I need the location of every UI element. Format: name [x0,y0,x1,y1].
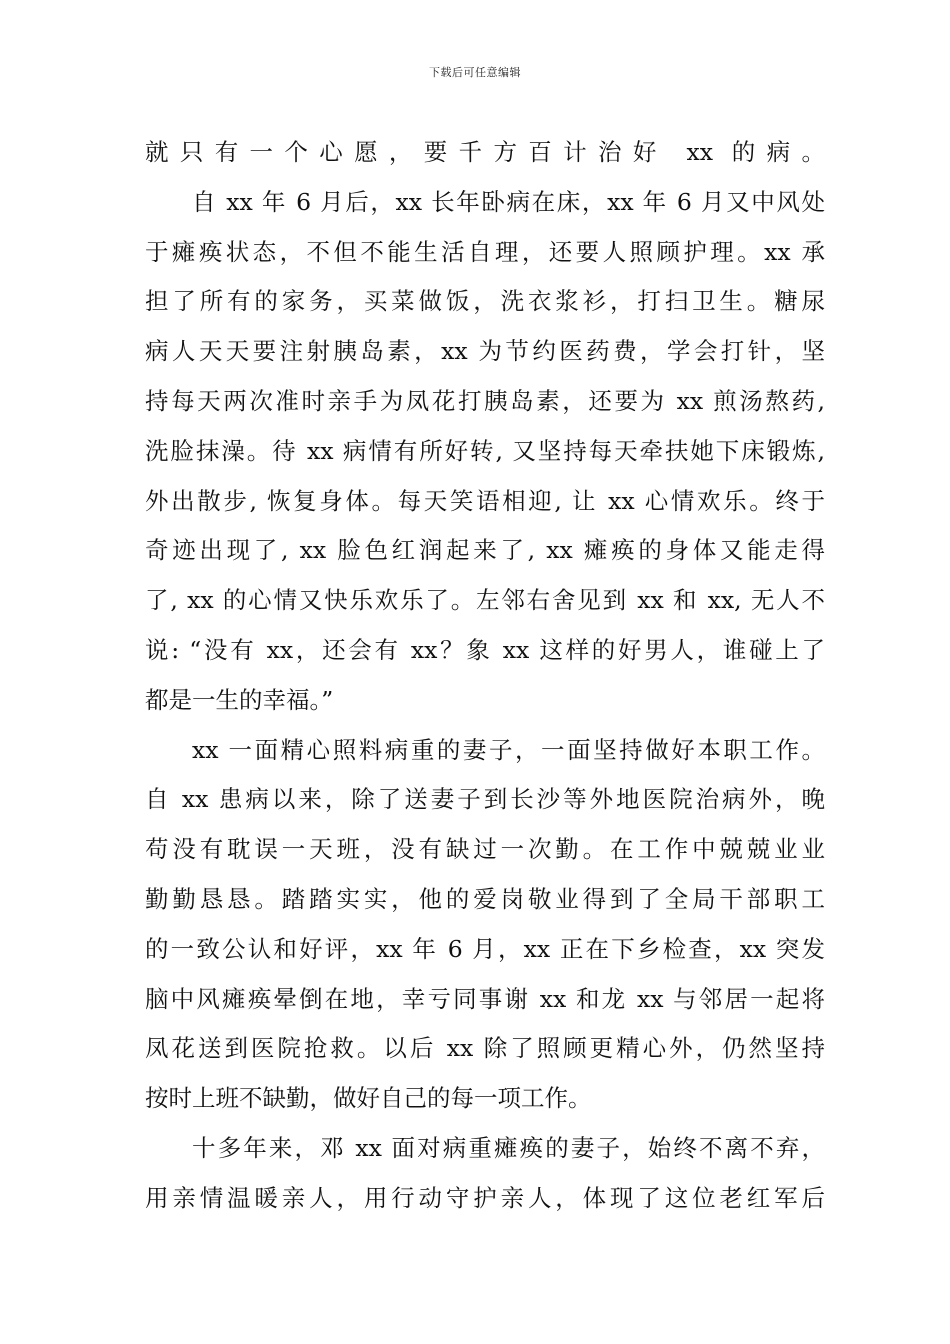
text-line: 洗脸抹澡。待 xx 病情有所好转, 又坚持每天牵扶她下床锻炼, [145,436,825,465]
text-line: 十多年来，邓 xx 面对病重瘫痪的妻子，始终不离不弃， [192,1133,825,1162]
text-line: 苟没有耽误一天班，没有缺过一次勤。在工作中兢兢业业 [145,835,825,864]
text-line: 持每天两次准时亲手为凤花打胰岛素，还要为 xx 煎汤熬药, [145,386,825,415]
text-line: 于瘫痪状态，不但不能生活自理，还要人照顾护理。xx 承 [145,237,825,266]
text-line: 病人天天要注射胰岛素，xx 为节约医药费，学会打针，坚 [145,337,825,366]
text-line: 自 xx 患病以来，除了送妻子到长沙等外地医院治病外，晚 [145,785,825,814]
text-line: 自 xx 年 6 月后，xx 长年卧病在床，xx 年 6 月又中风处 [192,187,825,216]
text-line: 说: “没有 xx，还会有 xx？象 xx 这样的好男人，谁碰上了 [145,635,825,664]
text-line: 担了所有的家务，买菜做饭，洗衣浆衫，打扫卫生。糖尿 [145,287,825,316]
text-line: 就只有一个心愿，要千方百计治好 xx 的病。 [145,138,825,166]
text-line: 按时上班不缺勤，做好自己的每一项工作。 [145,1084,592,1113]
text-line: 用亲情温暖亲人，用行动守护亲人，体现了这位老红军后 [145,1183,825,1212]
document-body [145,128,825,1224]
text-line: xx 一面精心照料病重的妻子，一面坚持做好本职工作。 [192,735,825,764]
text-line: 的一致公认和好评，xx 年 6 月，xx 正在下乡检查，xx 突发 [145,934,825,963]
text-line: 奇迹出现了, xx 脸色红润起来了, xx 瘫痪的身体又能走得 [145,536,825,565]
text-line: 了, xx 的心情又快乐欢乐了。左邻右舍见到 xx 和 xx, 无人不 [145,586,825,615]
text-line: 凤花送到医院抢救。以后 xx 除了照顾更精心外，仍然坚持 [145,1034,825,1063]
page-header: 下载后可任意编辑 [429,66,521,79]
text-line: 都是一生的幸福。” [145,685,334,714]
text-line: 脑中风瘫痪晕倒在地，幸亏同事谢 xx 和龙 xx 与邻居一起将 [145,984,825,1013]
text-line: 外出散步, 恢复身体。每天笑语相迎, 让 xx 心情欢乐。终于 [145,486,825,515]
text-line: 勤勤恳恳。踏踏实实，他的爱岗敬业得到了全局干部职工 [145,884,825,913]
